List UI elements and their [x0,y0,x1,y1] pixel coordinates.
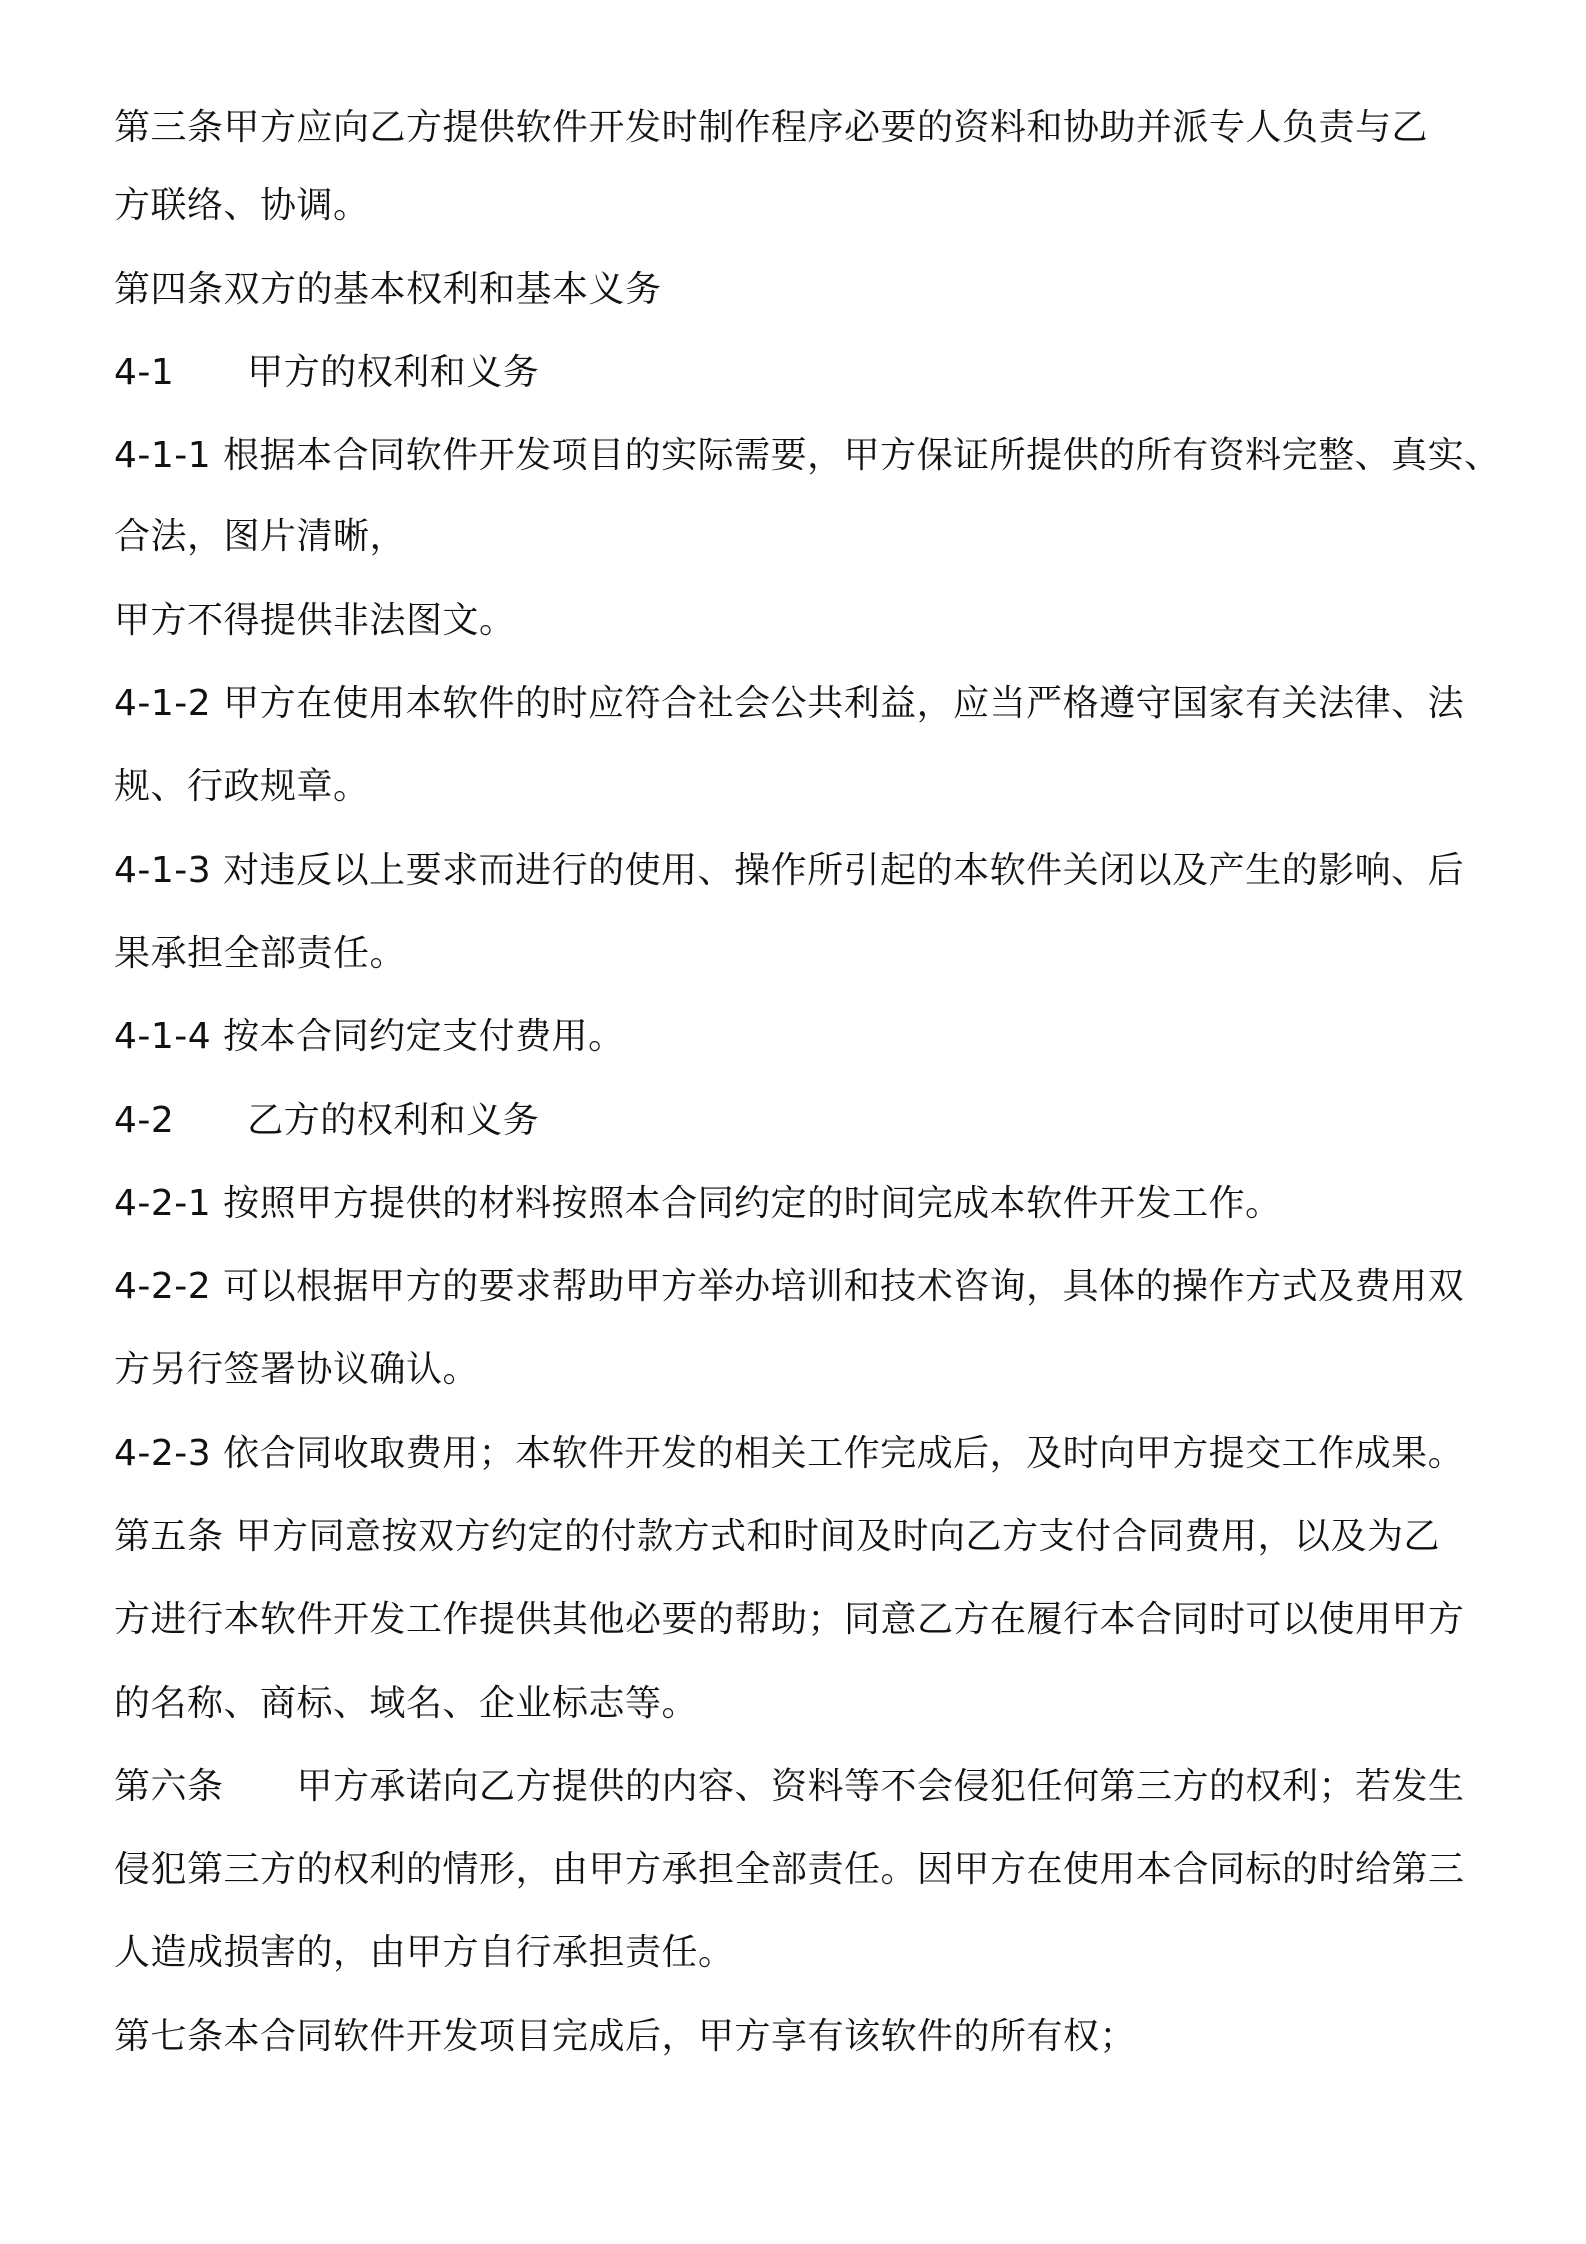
text-line: 4-1-3 对违反以上要求而进行的使用、操作所引起的本软件关闭以及产生的影响、后 [114,850,1465,891]
text-line: 第四条双方的基本权利和基本义务 [114,269,662,310]
text-line: 4-1-4 按本合同约定支付费用。 [114,1016,625,1057]
text-line: 规、行政规章。 [114,766,370,807]
text-line: 第三条甲方应向乙方提供软件开发时制作程序必要的资料和协助并派专人负责与乙 [114,107,1429,148]
text-line: 方另行签署协议确认。 [114,1349,480,1390]
text-line: 的名称、商标、域名、企业标志等。 [114,1683,699,1724]
text-line: 侵犯第三方的权利的情形，由甲方承担全部责任。因甲方在使用本合同标的时给第三 [114,1849,1465,1890]
text-line: 第五条 甲方同意按双方约定的付款方式和时间及时向乙方支付合同费用，以及为乙 [114,1516,1440,1557]
text-line: 果承担全部责任。 [114,933,407,974]
text-line: 第六条 甲方承诺向乙方提供的内容、资料等不会侵犯任何第三方的权利；若发生 [114,1766,1465,1807]
text-line: 4-1 甲方的权利和义务 [114,352,540,393]
text-line: 方进行本软件开发工作提供其他必要的帮助；同意乙方在履行本合同时可以使用甲方 [114,1599,1465,1640]
text-line: 人造成损害的，由甲方自行承担责任。 [114,1932,735,1973]
text-line: 4-1-2 甲方在使用本软件的时应符合社会公共利益，应当严格遵守国家有关法律、法 [114,683,1465,724]
text-line: 4-2-2 可以根据甲方的要求帮助甲方举办培训和技术咨询，具体的操作方式及费用双 [114,1266,1465,1307]
text-line: 第七条本合同软件开发项目完成后，甲方享有该软件的所有权； [114,2016,1137,2057]
text-line: 4-2 乙方的权利和义务 [114,1100,540,1141]
text-line: 4-2-1 按照甲方提供的材料按照本合同约定的时间完成本软件开发工作。 [114,1183,1282,1224]
text-line: 4-1-1 根据本合同软件开发项目的实际需要，甲方保证所提供的所有资料完整、真实、 [114,435,1501,476]
text-line: 甲方不得提供非法图文。 [114,600,516,641]
text-line: 合法，图片清晰， [114,516,407,557]
text-line: 4-2-3 依合同收取费用；本软件开发的相关工作完成后，及时向甲方提交工作成果。 [114,1433,1465,1474]
text-line: 方联络、协调。 [114,185,370,226]
